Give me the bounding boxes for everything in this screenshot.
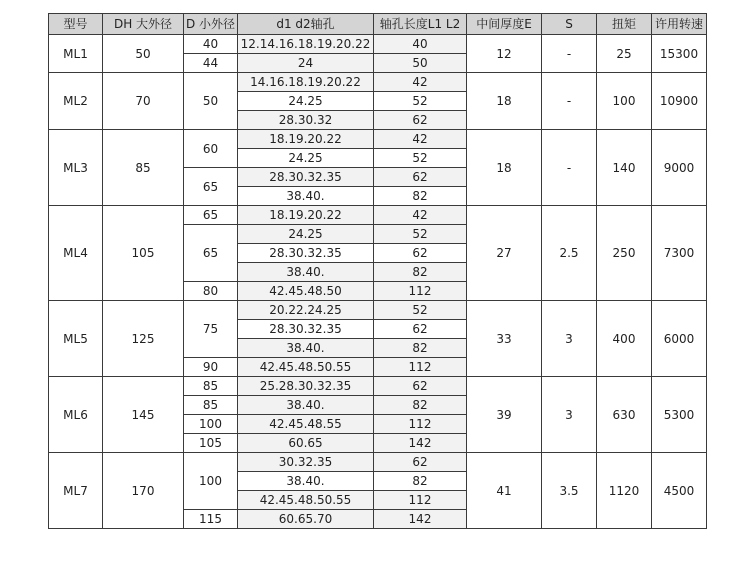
bore-length-cell: 42 — [374, 130, 467, 149]
inner-diameter-cell: 65 — [184, 225, 238, 282]
bore-cell: 12.14.16.18.19.20.22 — [238, 35, 374, 54]
bore-length-cell: 62 — [374, 453, 467, 472]
outer-diameter-cell: 50 — [103, 35, 184, 73]
bore-length-cell: 142 — [374, 510, 467, 529]
allowed-speed-cell: 4500 — [652, 453, 707, 529]
allowed-speed-cell: 10900 — [652, 73, 707, 130]
bore-cell: 60.65 — [238, 434, 374, 453]
bore-length-cell: 42 — [374, 206, 467, 225]
table-body — [49, 35, 707, 529]
outer-diameter-cell: 70 — [103, 73, 184, 130]
inner-diameter-cell: 100 — [184, 453, 238, 510]
bore-cell: 14.16.18.19.20.22 — [238, 73, 374, 92]
bore-length-cell: 82 — [374, 187, 467, 206]
bore-cell: 20.22.24.25 — [238, 301, 374, 320]
allowed-speed-cell: 9000 — [652, 130, 707, 206]
bore-cell: 18.19.20.22 — [238, 206, 374, 225]
s-cell: 3 — [542, 301, 597, 377]
bore-cell: 42.45.48.55 — [238, 415, 374, 434]
allowed-speed-cell: 5300 — [652, 377, 707, 453]
middle-thickness-cell: 27 — [467, 206, 542, 301]
inner-diameter-cell: 75 — [184, 301, 238, 358]
model-cell: ML4 — [49, 206, 103, 301]
allowed-speed-cell: 7300 — [652, 206, 707, 301]
outer-diameter-cell: 105 — [103, 206, 184, 301]
table-row — [49, 301, 707, 320]
bore-cell: 38.40. — [238, 339, 374, 358]
model-cell: ML7 — [49, 453, 103, 529]
model-cell: ML6 — [49, 377, 103, 453]
s-cell: 2.5 — [542, 206, 597, 301]
torque-cell: 140 — [597, 130, 652, 206]
torque-cell: 400 — [597, 301, 652, 377]
bore-cell: 38.40. — [238, 396, 374, 415]
inner-diameter-cell: 60 — [184, 130, 238, 168]
table-row — [49, 73, 707, 92]
header-allowed-speed: 许用转速 — [652, 14, 707, 35]
torque-cell: 25 — [597, 35, 652, 73]
torque-cell: 250 — [597, 206, 652, 301]
inner-diameter-cell: 40 — [184, 35, 238, 54]
header-bore-length: 轴孔长度L1 L2 — [374, 14, 467, 35]
outer-diameter-cell: 145 — [103, 377, 184, 453]
bore-cell: 28.30.32.35 — [238, 168, 374, 187]
bore-cell: 60.65.70 — [238, 510, 374, 529]
torque-cell: 630 — [597, 377, 652, 453]
bore-cell: 24.25 — [238, 149, 374, 168]
table-row — [49, 35, 707, 54]
bore-length-cell: 82 — [374, 396, 467, 415]
bore-cell: 42.45.48.50.55 — [238, 491, 374, 510]
inner-diameter-cell: 50 — [184, 73, 238, 130]
bore-length-cell: 112 — [374, 415, 467, 434]
bore-cell: 28.30.32.35 — [238, 244, 374, 263]
inner-diameter-cell: 65 — [184, 168, 238, 206]
header-s: S — [542, 14, 597, 35]
inner-diameter-cell: 65 — [184, 206, 238, 225]
inner-diameter-cell: 100 — [184, 415, 238, 434]
middle-thickness-cell: 33 — [467, 301, 542, 377]
s-cell: - — [542, 130, 597, 206]
middle-thickness-cell: 18 — [467, 73, 542, 130]
model-cell: ML1 — [49, 35, 103, 73]
bore-cell: 42.45.48.50 — [238, 282, 374, 301]
header-middle-thickness: 中间厚度E — [467, 14, 542, 35]
bore-length-cell: 52 — [374, 301, 467, 320]
header-torque: 扭矩 — [597, 14, 652, 35]
bore-length-cell: 62 — [374, 320, 467, 339]
bore-length-cell: 62 — [374, 168, 467, 187]
table-row — [49, 453, 707, 472]
header-model: 型号 — [49, 14, 103, 35]
inner-diameter-cell: 85 — [184, 396, 238, 415]
bore-length-cell: 52 — [374, 225, 467, 244]
bore-length-cell: 82 — [374, 263, 467, 282]
model-cell: ML3 — [49, 130, 103, 206]
inner-diameter-cell: 44 — [184, 54, 238, 73]
bore-cell: 24.25 — [238, 225, 374, 244]
model-cell: ML2 — [49, 73, 103, 130]
allowed-speed-cell: 6000 — [652, 301, 707, 377]
s-cell: - — [542, 35, 597, 73]
bore-cell: 28.30.32.35 — [238, 320, 374, 339]
model-cell: ML5 — [49, 301, 103, 377]
bore-length-cell: 62 — [374, 111, 467, 130]
bore-length-cell: 52 — [374, 149, 467, 168]
bore-cell: 28.30.32 — [238, 111, 374, 130]
bore-length-cell: 82 — [374, 472, 467, 491]
middle-thickness-cell: 18 — [467, 130, 542, 206]
inner-diameter-cell: 90 — [184, 358, 238, 377]
torque-cell: 1120 — [597, 453, 652, 529]
bore-length-cell: 82 — [374, 339, 467, 358]
bore-cell: 25.28.30.32.35 — [238, 377, 374, 396]
inner-diameter-cell: 115 — [184, 510, 238, 529]
bore-cell: 30.32.35 — [238, 453, 374, 472]
torque-cell: 100 — [597, 73, 652, 130]
table-row — [49, 206, 707, 225]
outer-diameter-cell: 170 — [103, 453, 184, 529]
bore-length-cell: 142 — [374, 434, 467, 453]
s-cell: 3 — [542, 377, 597, 453]
bore-length-cell: 62 — [374, 244, 467, 263]
middle-thickness-cell: 41 — [467, 453, 542, 529]
bore-length-cell: 50 — [374, 54, 467, 73]
middle-thickness-cell: 39 — [467, 377, 542, 453]
header-row — [49, 14, 707, 35]
inner-diameter-cell: 80 — [184, 282, 238, 301]
bore-length-cell: 52 — [374, 92, 467, 111]
inner-diameter-cell: 85 — [184, 377, 238, 396]
bore-length-cell: 112 — [374, 491, 467, 510]
coupling-spec-table — [48, 13, 707, 529]
bore-length-cell: 40 — [374, 35, 467, 54]
header-inner-diameter: D 小外径 — [184, 14, 238, 35]
s-cell: 3.5 — [542, 453, 597, 529]
table-row — [49, 377, 707, 396]
inner-diameter-cell: 105 — [184, 434, 238, 453]
bore-length-cell: 112 — [374, 358, 467, 377]
bore-cell: 38.40. — [238, 263, 374, 282]
bore-cell: 42.45.48.50.55 — [238, 358, 374, 377]
bore-length-cell: 112 — [374, 282, 467, 301]
table-row — [49, 130, 707, 149]
bore-length-cell: 62 — [374, 377, 467, 396]
middle-thickness-cell: 12 — [467, 35, 542, 73]
bore-length-cell: 42 — [374, 73, 467, 92]
bore-cell: 38.40. — [238, 187, 374, 206]
bore-cell: 18.19.20.22 — [238, 130, 374, 149]
header-bore: d1 d2轴孔 — [238, 14, 374, 35]
bore-cell: 38.40. — [238, 472, 374, 491]
header-outer-diameter: DH 大外径 — [103, 14, 184, 35]
allowed-speed-cell: 15300 — [652, 35, 707, 73]
outer-diameter-cell: 85 — [103, 130, 184, 206]
s-cell: - — [542, 73, 597, 130]
outer-diameter-cell: 125 — [103, 301, 184, 377]
bore-cell: 24 — [238, 54, 374, 73]
bore-cell: 24.25 — [238, 92, 374, 111]
